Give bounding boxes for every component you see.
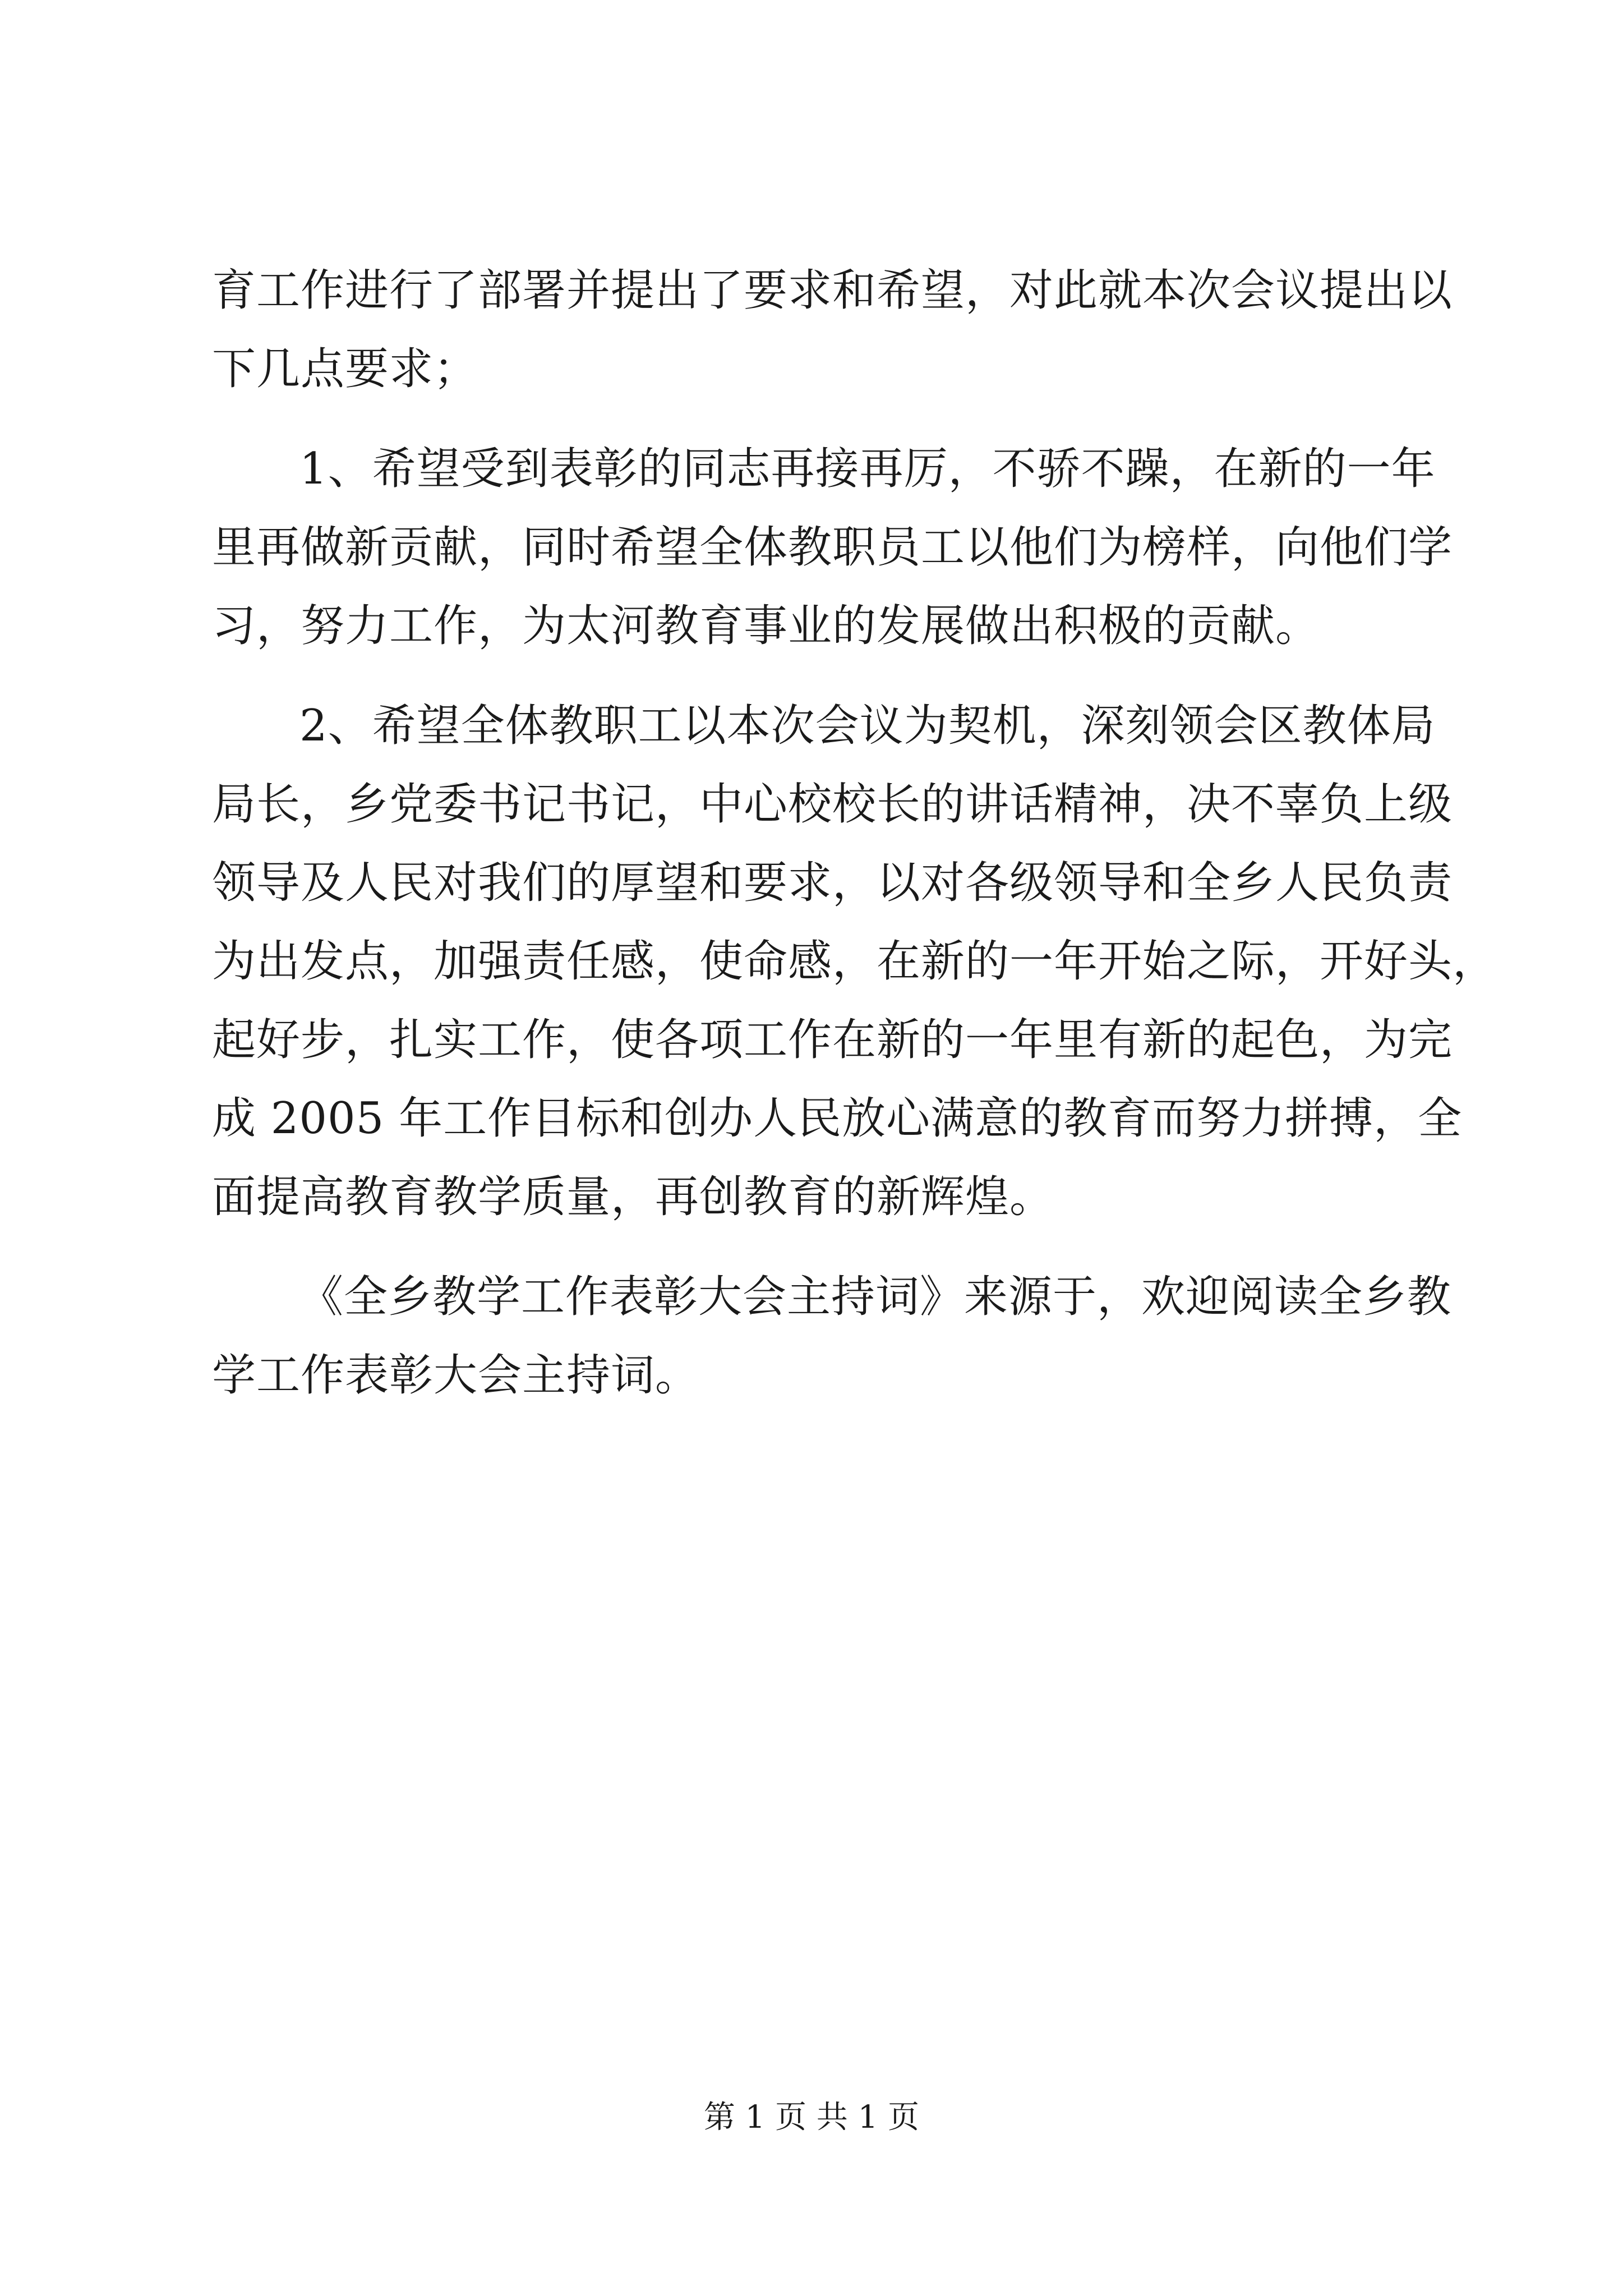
text-line: 成 2005 年工作目标和创办人民放心满意的教育而努力拼搏，全 bbox=[212, 1093, 1463, 1144]
text-line: 习，努力工作，为太河教育事业的发展做出积极的贡献。 bbox=[212, 601, 1320, 651]
page-number-footer: 第 1 页 共 1 页 bbox=[703, 2099, 920, 2136]
text-line: 领导及人民对我们的厚望和要求，以对各级领导和全乡人民负责 bbox=[212, 858, 1453, 908]
text-line: 育工作进行了部署并提出了要求和希望，对此就本次会议提出以 bbox=[212, 265, 1453, 316]
text-line: 学工作表彰大会主持词。 bbox=[212, 1350, 700, 1401]
text-line: 局长，乡党委书记书记，中心校校长的讲话精神，决不辜负上级 bbox=[212, 779, 1453, 830]
paragraph-1-line: 1、希望受到表彰的同志再接再厉，不骄不躁，在新的一年 bbox=[299, 444, 1436, 494]
text-line: 面提高教育教学质量，再创教育的新辉煌。 bbox=[212, 1172, 1054, 1222]
text-line: 里再做新贡献，同时希望全体教职员工以他们为榜样，向他们学 bbox=[212, 522, 1453, 573]
text-line: 为出发点，加强责任感，使命感，在新的一年开始之际，开好头， bbox=[212, 936, 1497, 987]
paragraph-2-line: 2、希望全体教职工以本次会议为契机，深刻领会区教体局 bbox=[299, 701, 1436, 751]
source-note-line: 《全乡教学工作表彰大会主持词》来源于，欢迎阅读全乡教 bbox=[299, 1272, 1452, 1322]
text-line: 起好步，扎实工作，使各项工作在新的一年里有新的起色，为完 bbox=[212, 1015, 1453, 1065]
text-line: 下几点要求； bbox=[212, 344, 478, 394]
